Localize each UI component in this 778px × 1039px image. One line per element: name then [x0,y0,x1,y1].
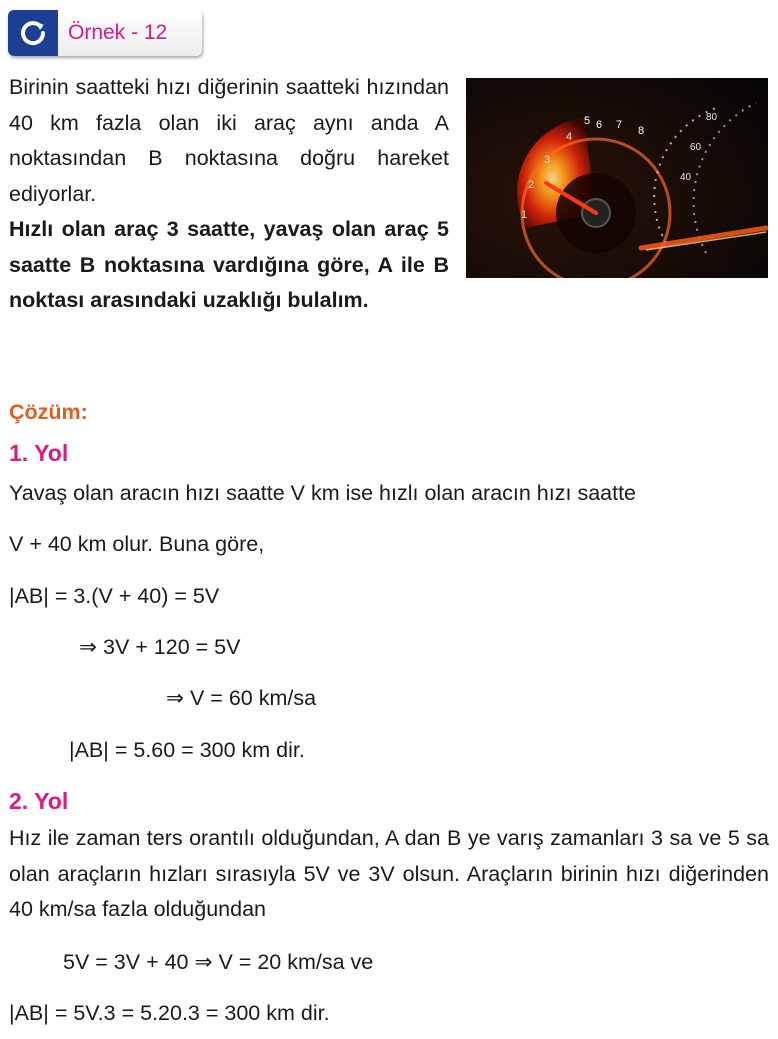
way1-eq3: ⇒ V = 60 km/sa [166,686,317,710]
dial-number: 4 [566,131,573,143]
way1-line2: V + 40 km olur. Buna göre, [9,532,265,556]
way1-title: 1. Yol [9,440,69,466]
way2-text: Hız ile zaman ters orantılı olduğundan, A dan B ye varış zamanları 3 sa ve 5 sa olan araçların hızları sırasıyla 5V ve 3V olsun. Araçların birinin hızı diğerinden 40 km/sa fazla olduğundan [9,826,769,921]
solution-heading: Çözüm: [9,400,88,424]
way1-eq4: |AB| = 5.60 = 300 km dir. [69,738,305,762]
way2-eq1: 5V = 3V + 40 ⇒ V = 20 km/sa ve [63,950,374,974]
way1-eq2: ⇒ 3V + 120 = 5V [79,635,241,659]
dial-number: 5 [584,115,591,127]
refresh-icon [8,10,58,56]
problem-text: Birinin saatteki hızı diğerinin saatteki hızından 40 km fazla olan iki araç aynı anda A noktasından B noktasına doğru hareket ediyorlar. [9,75,449,206]
dial-number: 1 [521,209,528,221]
way1-eq1: |AB| = 3.(V + 40) = 5V [9,584,220,608]
dial-number: 3 [544,154,551,166]
dial-number: 2 [528,179,535,191]
dial-number: 80 [706,112,718,123]
example-title: Örnek - 12 [68,21,168,44]
speedometer-image [466,78,768,278]
problem-statement [9,70,449,319]
dial-number: 6 [596,119,603,131]
dial-number: 40 [680,172,692,183]
way2-title: 2. Yol [9,788,69,814]
dial-number: 7 [616,119,623,131]
example-header [8,10,202,56]
problem-question: Hızlı olan araç 3 saatte, yavaş olan araç 5 saatte B noktasına vardığına göre, A ile B noktası arasındaki uzaklığı bulalım. [9,217,449,312]
way1-line1: Yavaş olan aracın hızı saatte V km ise hızlı olan aracın hızı saatte [9,481,637,505]
dial-number: 8 [638,125,645,137]
dial-number: 60 [690,142,702,153]
way2-eq2: |AB| = 5V.3 = 5.20.3 = 300 km dir. [9,1001,330,1025]
